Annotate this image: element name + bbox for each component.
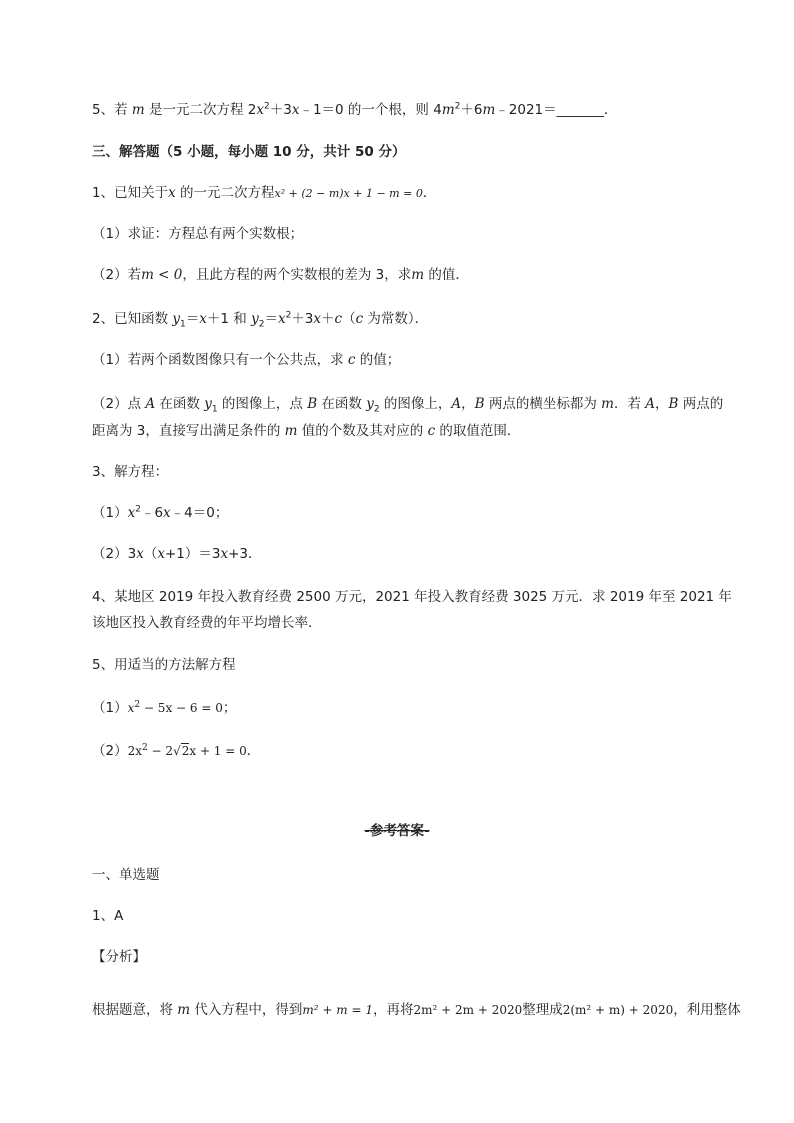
sqrt-symbol: √2 <box>173 744 190 758</box>
analysis-label: 【分析】 <box>92 949 146 965</box>
section-title-3: 三、解答题（5 小题，每小题 10 分，共计 50 分） <box>92 144 406 160</box>
problem-4-line-2: 该地区投入教育经费的年平均增长率． <box>92 615 322 631</box>
problem-1-part-2: （2）若m < 0，且此方程的两个实数根的差为 3，求m 的值． <box>92 267 469 283</box>
problem-4-line-1: 4、某地区 2019 年投入教育经费 2500 万元，2021 年投入教育经费 3025 万元．求 2019 年至 2021 年 <box>92 589 732 605</box>
problem-2-part-2-line-2: 距离为 3，直接写出满足条件的 m 值的个数及其对应的 c 的取值范围． <box>92 423 521 439</box>
problem-2-part-1: （1）若两个函数图像只有一个公共点，求 c 的值； <box>92 352 401 368</box>
problem-1-stem: 1、已知关于x 的一元二次方程x² + (2 − m)x + 1 − m = 0． <box>92 185 437 201</box>
problem-3-stem: 3、解方程： <box>92 464 169 480</box>
q5-line: 5、若 m 是一元二次方程 $2x^2+3x﹣1=0$ 的一个根，则 $4m^2+6m﹣2021=\_\_\_\_\_\_\_$． <box>92 101 618 118</box>
answers-section-1: 一、单选题 <box>92 867 160 883</box>
problem-5-stem: 5、用适当的方法解方程 <box>92 657 236 673</box>
problem-3-part-2: （2）3x（x+1）＝3x+3． <box>92 546 262 562</box>
answers-title: -参考答案- <box>364 823 430 839</box>
problem-5-part-2: $(2)2x^2 - 2√2x + 1 = 0$． <box>92 743 261 759</box>
problem-5-part-1: $(1)x^2 - 5x - 6 = 0$； <box>92 700 237 716</box>
problem-2-stem: 2、已知函数 $y_1=x+1$ 和 $y_2=x^2+3x+c(c$ 为常数）． <box>92 310 429 330</box>
problem-1-part-1: （1）求证：方程总有两个实数根； <box>92 226 304 242</box>
answer-1: 1、A <box>92 908 124 924</box>
problem-3-part-1: $(1)x^2﹣6x﹣4=0$； <box>92 504 229 521</box>
problem-2-part-2-line-1: （2）点 A 在函数 $y_1$ 的图像上，点 B 在函数 $y_2$ 的图像上，A，B 两点的横坐标都为 m．若 A，B 两点的 <box>92 396 724 415</box>
analysis-text: 根据题意，将 m 代入方程中，得到m² + m = 1，再将2m² + 2m + 2020整理成2(m² + m) + 2020，利用整体 <box>92 1002 741 1018</box>
